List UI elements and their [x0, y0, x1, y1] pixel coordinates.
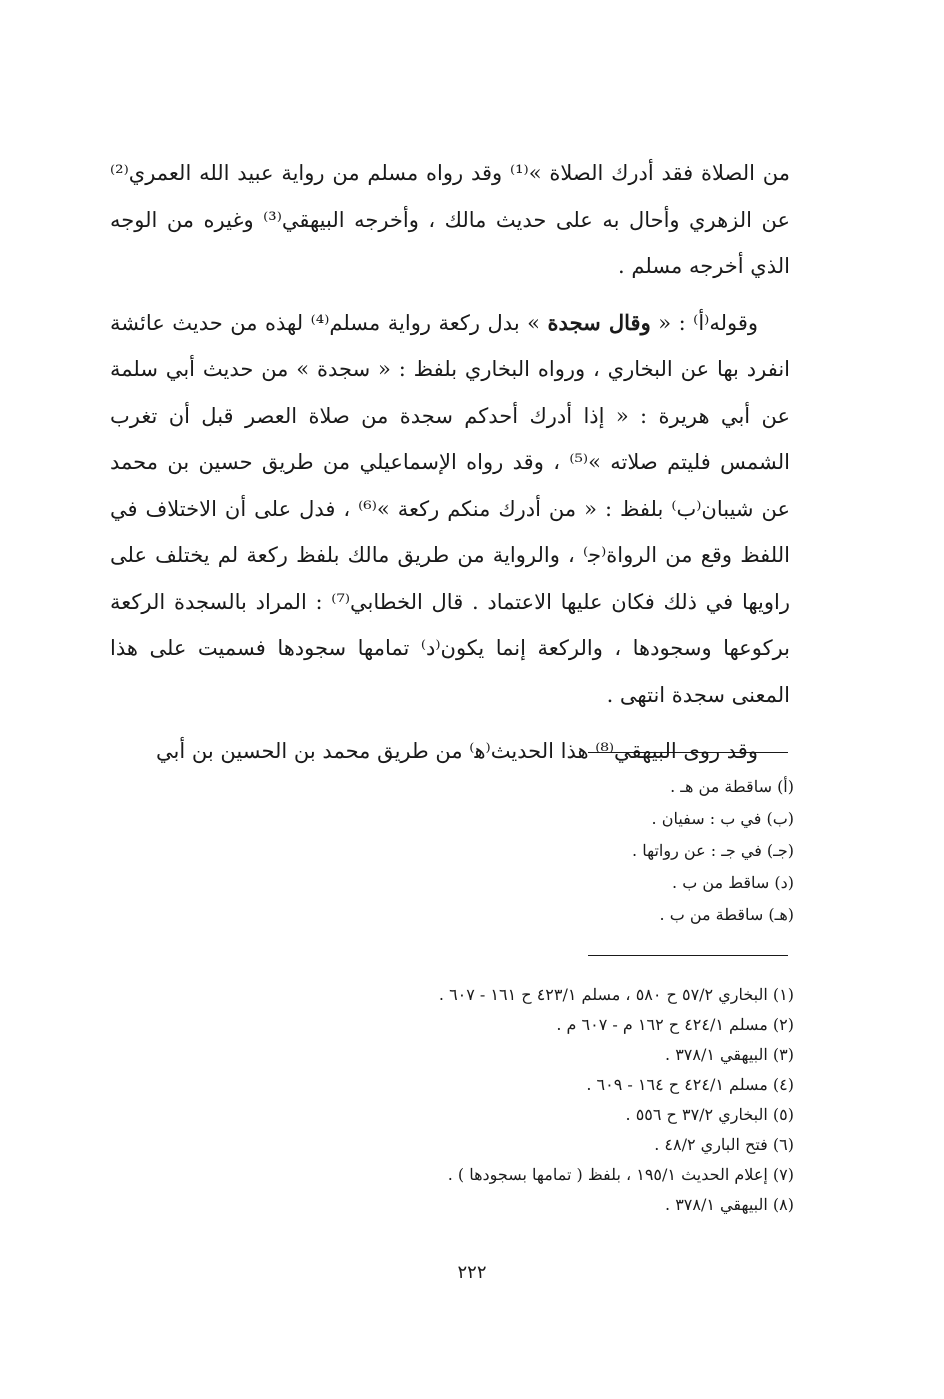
paragraph-2-intro: وقوله⁽أ⁾ : « — [650, 310, 759, 335]
number-footnote: (٤) مسلم ٤٢٤/١ ح ١٦٤ - ٦٠٩ . — [586, 1075, 794, 1094]
page-number: ٢٢٢ — [457, 1262, 487, 1283]
paragraph-3: وقد روى البيهقي⁽⁸⁾ هذا الحديث⁽ﻫ⁾ من طريق محمد بن الحسين بن أبي — [156, 739, 758, 763]
letter-footnote: (ب) في ب : سفيان . — [651, 809, 794, 828]
number-footnote: (١) البخاري ٥٧/٢ ح ٥٨٠ ، مسلم ٤٢٣/١ ح ١٦١ - ٦٠٧ . — [438, 985, 794, 1004]
footnote-divider-numbers — [588, 955, 788, 956]
paragraph-2-bold-phrase: وقال سجدة — [547, 309, 651, 335]
number-footnote: (٧) إعلام الحديث ١٩٥/١ ، بلفظ ( تمامها بسجودها ) . — [447, 1165, 794, 1184]
number-footnote: (٦) فتح الباري ٤٨/٢ . — [654, 1135, 794, 1154]
letter-footnote: (هـ) ساقطة من ب . — [659, 905, 794, 924]
paragraph-2-rest: » بدل ركعة رواية مسلم⁽⁴⁾ لهذه من حديث عائشة انفرد بها عن البخاري ، ورواه البخاري بلفظ : « سجدة » من حديث أبي سلمة عن أبي هريرة : « إذا أدرك أحدكم سجدة من صلاة العصر قبل أن تغرب الشمس فليتم صلاته »⁽⁵⁾ ، وقد رواه الإسماعيلي من طريق حسين بن محمد عن شيبان⁽ب⁾ بلفظ : « من أدرك منكم ركعة »⁽⁶⁾ ، فدل على أن الاختلاف في اللفظ وقع من الرواة⁽ﺟ⁾ ، والرواية من طريق مالك بلفظ ركعة لم يختلف على راويها في ذلك فكان عليها الاعتماد . قال الخطابي⁽⁷⁾ : المراد بالسجدة الركعة بركوعها وسجودها ، والركعة إنما يكون⁽د⁾ تمامها سجودها فسميت على هذا المعنى سجدة انتهى . — [110, 310, 790, 707]
number-footnote: (٥) البخاري ٣٧/٢ ح ٥٥٦ . — [625, 1105, 794, 1124]
paragraph-1: من الصلاة فقد أدرك الصلاة »⁽¹⁾ وقد رواه مسلم من رواية عبيد الله العمري⁽²⁾ عن الزهري وأحال به على حديث مالك ، وأخرجه البيهقي⁽³⁾ وغيره من الوجه الذي أخرجه مسلم . — [110, 161, 791, 278]
number-footnote: (٨) البيهقي ٣٧٨/١ . — [665, 1195, 794, 1214]
paragraph-2 — [110, 300, 790, 719]
letter-footnotes — [632, 771, 794, 931]
number-footnote: (٣) البيهقي ٣٧٨/١ . — [665, 1045, 794, 1064]
number-footnotes — [439, 980, 794, 1220]
number-footnote: (٢) مسلم ٤٢٤/١ ح ١٦٢ م - ٦٠٧ م . — [556, 1015, 794, 1034]
letter-footnote: (أ) ساقطة من هـ . — [670, 777, 794, 796]
footnote-divider-letters — [588, 752, 788, 753]
main-text — [110, 150, 790, 775]
letter-footnote: (د) ساقط من ب . — [672, 873, 794, 892]
letter-footnote: (جـ) في جـ : عن رواتها . — [632, 841, 794, 860]
